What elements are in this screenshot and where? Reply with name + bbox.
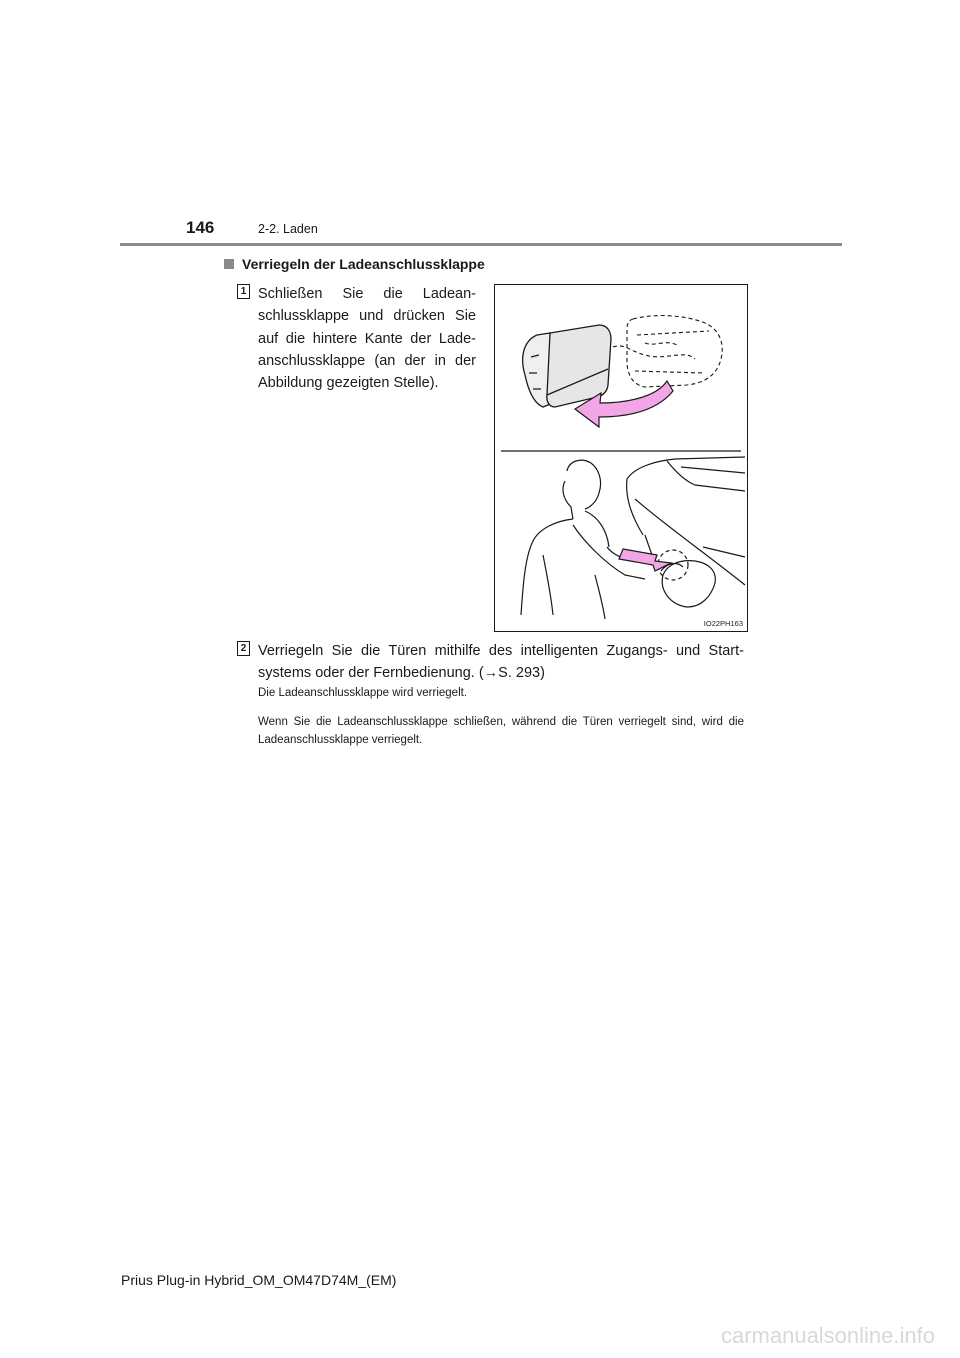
heading-text: Verriegeln der Ladeanschlussklappe (242, 256, 485, 272)
subsection-heading (224, 256, 485, 272)
page-number: 146 (186, 218, 215, 237)
step-2-badge: 2 (237, 641, 250, 656)
illustration-drawing (495, 285, 747, 631)
illustration (494, 284, 748, 632)
open-lid-outline (613, 316, 722, 387)
watermark: carmanualsonline.info (720, 1323, 935, 1348)
section-title: 2-2. Laden (258, 222, 318, 236)
figure-code: IO22PH163 (703, 619, 743, 628)
square-bullet-icon (224, 259, 234, 269)
note-locked: Die Ladeanschlussklappe wird verriegelt. (258, 687, 468, 699)
lid-detail-drawing (658, 550, 715, 607)
step-1-text: Schließen Sie die Ladean-schlussklappe und drücken Sie auf die hintere Kante der Lade-anschlussklappe (an der in der Abbildung gezeigten Stelle). (258, 286, 476, 392)
step-2-text: Verriegeln Sie die Türen mithilfe des intelligenten Zugangs- und Start-systems oder der Fernbedienung. (→S. 293) (258, 643, 744, 682)
person-drawing (521, 460, 647, 619)
note-auto-lock: Wenn Sie die Ladeanschlussklappe schließen, während die Türen verriegelt sind, wird die Ladeanschlussklappe verriegelt. (258, 716, 744, 746)
step-1-badge: 1 (237, 284, 250, 299)
footer-model: Prius Plug-in Hybrid_OM_OM47D74M_(EM) (121, 1272, 397, 1288)
header-divider (120, 243, 842, 246)
